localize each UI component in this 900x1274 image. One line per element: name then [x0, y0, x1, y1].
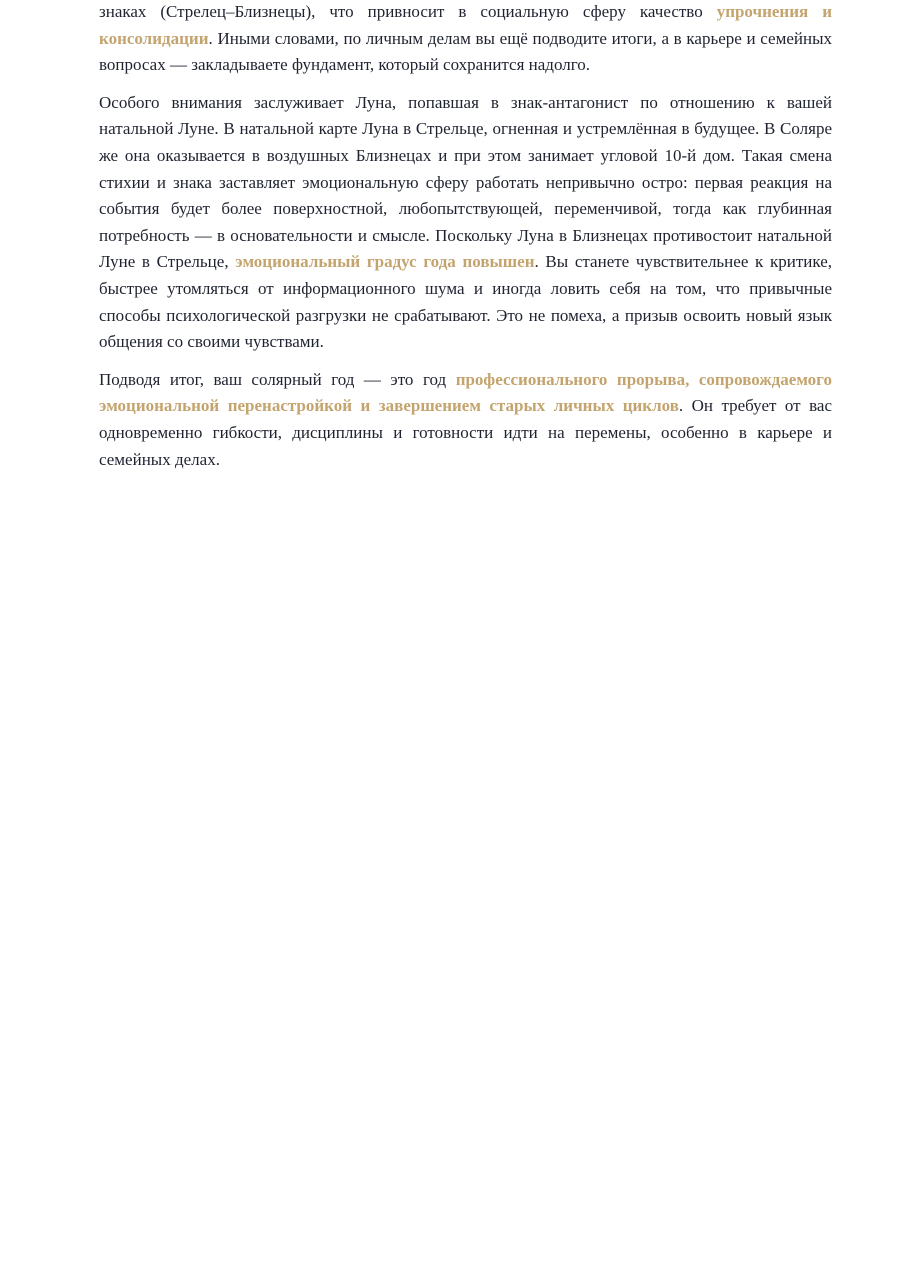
- paragraph-moon: [99, 90, 832, 356]
- paragraph-text: . Вы станете чувствительнее к критике, быстрее утомляться от информационного шума и иногда ловить себя на том, что привычные способы психологической разгрузки не срабатывают. Это не помеха, а призыв освоить новый язык общения со своими чувствами.: [99, 252, 833, 352]
- highlight-text: профессионального прорыва, сопровождаемого эмоциональной перенастройкой и завершением старых личных циклов: [99, 369, 832, 416]
- highlight-text: эмоциональный градус года повышен: [235, 252, 535, 272]
- paragraph-social-sphere: [99, 0, 832, 79]
- paragraph-text: . Он требует от вас одновременно гибкости, дисциплины и готовности идти на перемены, особенно в карьере и семейных делах.: [99, 396, 832, 469]
- document-page: [99, 0, 832, 484]
- paragraph-summary: [99, 367, 832, 473]
- highlight-text: упрочнения и консолидации: [99, 2, 832, 48]
- paragraph-text: Подводя итог, ваш солярный год — это год: [99, 369, 456, 389]
- paragraph-text: . Иными словами, по личным делам вы ещё подводите итоги, а в карьере и семейных вопросах — закладываете фундамент, который сохранится надолго.: [99, 28, 832, 75]
- paragraph-text: Особого внимания заслуживает Луна, попавшая в знак-антагонист по отношению к вашей натальной Луне. В натальной карте Луна в Стрельце, огненная и устремлённая в будущее. В Соляре же она оказывается в воздушных Близнецах и при этом занимает угловой 10-й дом. Такая смена стихии и знака заставляет эмоциональную сферу работать непривычно остро: первая реакция на события будет более поверхностной, любопытствующей, переменчивой, тогда как глубинная потребность — в основательности и смысле. Поскольку Луна в Близнецах противостоит натальной Луне в Стрельце,: [99, 92, 832, 272]
- paragraph-text: знаках (Стрелец–Близнецы), что привносит в социальную сферу качество: [99, 2, 717, 21]
